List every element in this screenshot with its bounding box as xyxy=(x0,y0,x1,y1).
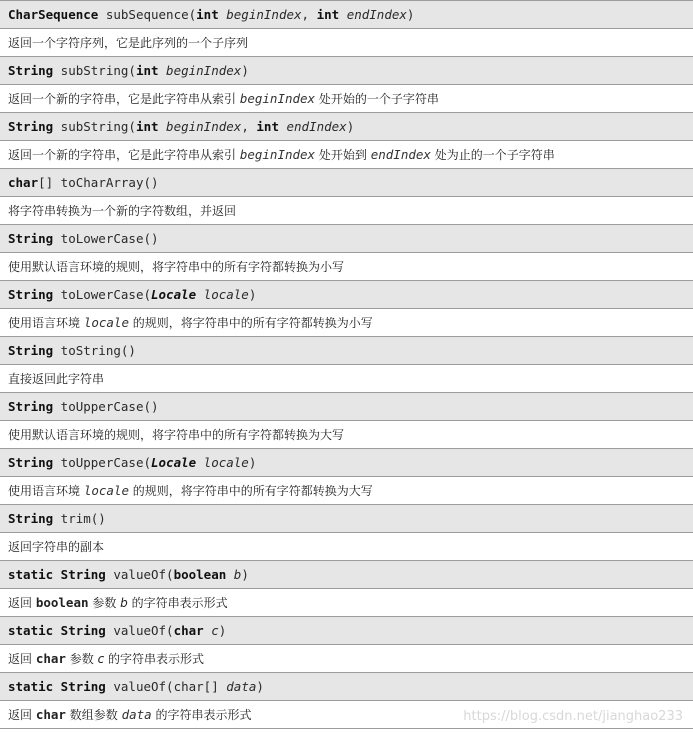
signature-text: subSequence( xyxy=(98,7,197,22)
method-signature-row xyxy=(0,505,693,533)
description-text: 使用默认语言环境的规则，将字符串中的所有字符都转换为大写 xyxy=(8,428,345,442)
method-description-row xyxy=(0,645,693,673)
description-text: 的规则，将字符串中的所有字符都转换为大写 xyxy=(128,484,373,498)
signature-text: String xyxy=(8,63,54,78)
description-text: 直接返回此字符串 xyxy=(8,372,105,386)
signature-text: , xyxy=(241,119,257,134)
signature-text: valueOf(char[] xyxy=(105,679,227,694)
signature-text: , xyxy=(301,7,317,22)
signature-text: valueOf( xyxy=(105,567,174,582)
signature-text: char xyxy=(8,175,39,190)
method-signature-row xyxy=(0,617,693,645)
description-text: 数组参数 xyxy=(65,708,122,722)
description-text: 返回一个字符序列，它是此序列的一个子序列 xyxy=(8,36,249,50)
description-text: 返回 xyxy=(8,708,36,722)
method-signature-row xyxy=(0,169,693,197)
method-description-row xyxy=(0,589,693,617)
method-signature-row xyxy=(0,0,693,29)
description-text: 将字符串转换为一个新的字符数组，并返回 xyxy=(8,204,237,218)
signature-text: b xyxy=(226,567,242,582)
signature-text: String xyxy=(8,455,54,470)
description-text: 返回一个新的字符串，它是此字符串从索引 xyxy=(8,92,240,106)
description-text: 参数 xyxy=(65,652,98,666)
description-text: 的规则，将字符串中的所有字符都转换为小写 xyxy=(128,316,373,330)
method-signature-row xyxy=(0,57,693,85)
method-signature-row xyxy=(0,281,693,309)
signature-text: subString( xyxy=(53,119,136,134)
description-text: boolean xyxy=(35,595,89,610)
signature-text: beginIndex xyxy=(158,119,242,134)
signature-text: ) xyxy=(248,287,257,302)
signature-text: int xyxy=(135,119,159,134)
signature-text: boolean xyxy=(173,567,227,582)
method-description-row xyxy=(0,421,693,449)
signature-text: String xyxy=(8,287,54,302)
description-text: 处为止的一个子字符串 xyxy=(430,148,555,162)
signature-text: int xyxy=(196,7,219,22)
method-signature-row xyxy=(0,225,693,253)
method-signature-row xyxy=(0,449,693,477)
signature-text: ) xyxy=(241,63,249,78)
description-text: 返回 xyxy=(8,596,36,610)
signature-text: subString( xyxy=(53,63,136,78)
method-signature-row xyxy=(0,337,693,365)
method-signature-row xyxy=(0,113,693,141)
signature-text: data xyxy=(226,679,257,694)
signature-text: ) xyxy=(406,7,415,22)
description-text: beginIndex xyxy=(239,147,316,162)
signature-text: static String xyxy=(8,567,106,582)
signature-text: ) xyxy=(248,455,257,470)
signature-text: int xyxy=(316,7,340,22)
description-text: 返回字符串的副本 xyxy=(8,540,105,554)
signature-text: beginIndex xyxy=(158,63,242,78)
description-text: char xyxy=(35,707,66,722)
signature-text: endIndex xyxy=(278,119,347,134)
description-text: 使用默认语言环境的规则，将字符串中的所有字符都转换为小写 xyxy=(8,260,345,274)
description-text: 的字符串表示形式 xyxy=(151,708,252,722)
signature-text: toLowerCase() xyxy=(53,231,159,246)
description-text: data xyxy=(121,707,152,722)
signature-text: int xyxy=(135,63,159,78)
description-text: 的字符串表示形式 xyxy=(127,596,228,610)
watermark: https://blog.csdn.net/jianghao233 xyxy=(463,709,683,724)
signature-text: String xyxy=(8,231,54,246)
signature-text: String xyxy=(8,399,54,414)
method-description-row xyxy=(0,197,693,225)
method-signature-row xyxy=(0,561,693,589)
description-text: 参数 xyxy=(88,596,121,610)
signature-text: beginIndex xyxy=(218,7,302,22)
signature-text: valueOf( xyxy=(105,623,174,638)
method-description-row xyxy=(0,141,693,169)
signature-text: ) xyxy=(256,679,264,694)
signature-text: ) xyxy=(346,119,355,134)
method-signature-row xyxy=(0,673,693,701)
signature-text: static String xyxy=(8,623,106,638)
description-text: 处开始的一个子字符串 xyxy=(315,92,439,106)
method-description-row xyxy=(0,85,693,113)
signature-text: String xyxy=(8,511,54,526)
description-text: 使用语言环境 xyxy=(8,316,84,330)
description-text: 返回 xyxy=(8,652,36,666)
description-text: 的字符串表示形式 xyxy=(104,652,205,666)
signature-text: trim() xyxy=(53,511,106,526)
description-text: endIndex xyxy=(370,147,431,162)
signature-text: toLowerCase( xyxy=(53,287,151,302)
signature-text: toString() xyxy=(53,343,136,358)
description-text: beginIndex xyxy=(239,91,316,106)
description-text: char xyxy=(35,651,66,666)
description-text: 使用语言环境 xyxy=(8,484,84,498)
signature-text: toUpperCase( xyxy=(53,455,151,470)
signature-text: int xyxy=(256,119,279,134)
description-text: locale xyxy=(83,483,129,498)
signature-text: endIndex xyxy=(339,7,407,22)
signature-text: String xyxy=(8,343,54,358)
signature-text: CharSequence xyxy=(8,7,99,22)
description-text: locale xyxy=(83,315,129,330)
method-description-row xyxy=(0,365,693,393)
signature-text: Locale xyxy=(151,287,197,302)
method-description-row xyxy=(0,309,693,337)
description-text: c xyxy=(97,652,105,666)
description-text: 处开始到 xyxy=(315,148,371,162)
signature-text: locale xyxy=(196,287,249,302)
description-text: 返回一个新的字符串，它是此字符串从索引 xyxy=(8,148,240,162)
signature-text: ) xyxy=(218,623,227,638)
signature-text: toUpperCase() xyxy=(53,399,159,414)
signature-text: c xyxy=(203,623,219,638)
method-description-row xyxy=(0,477,693,505)
method-description-row xyxy=(0,253,693,281)
method-signature-row xyxy=(0,393,693,421)
signature-text: String xyxy=(8,119,54,134)
signature-text: static String xyxy=(8,679,106,694)
signature-text: locale xyxy=(196,455,249,470)
signature-text: [] toCharArray() xyxy=(38,175,159,190)
signature-text: Locale xyxy=(151,455,197,470)
description-text: b xyxy=(120,596,128,610)
method-description-row xyxy=(0,29,693,57)
signature-text: ) xyxy=(241,567,249,582)
method-description-row xyxy=(0,533,693,561)
signature-text: char xyxy=(173,623,204,638)
